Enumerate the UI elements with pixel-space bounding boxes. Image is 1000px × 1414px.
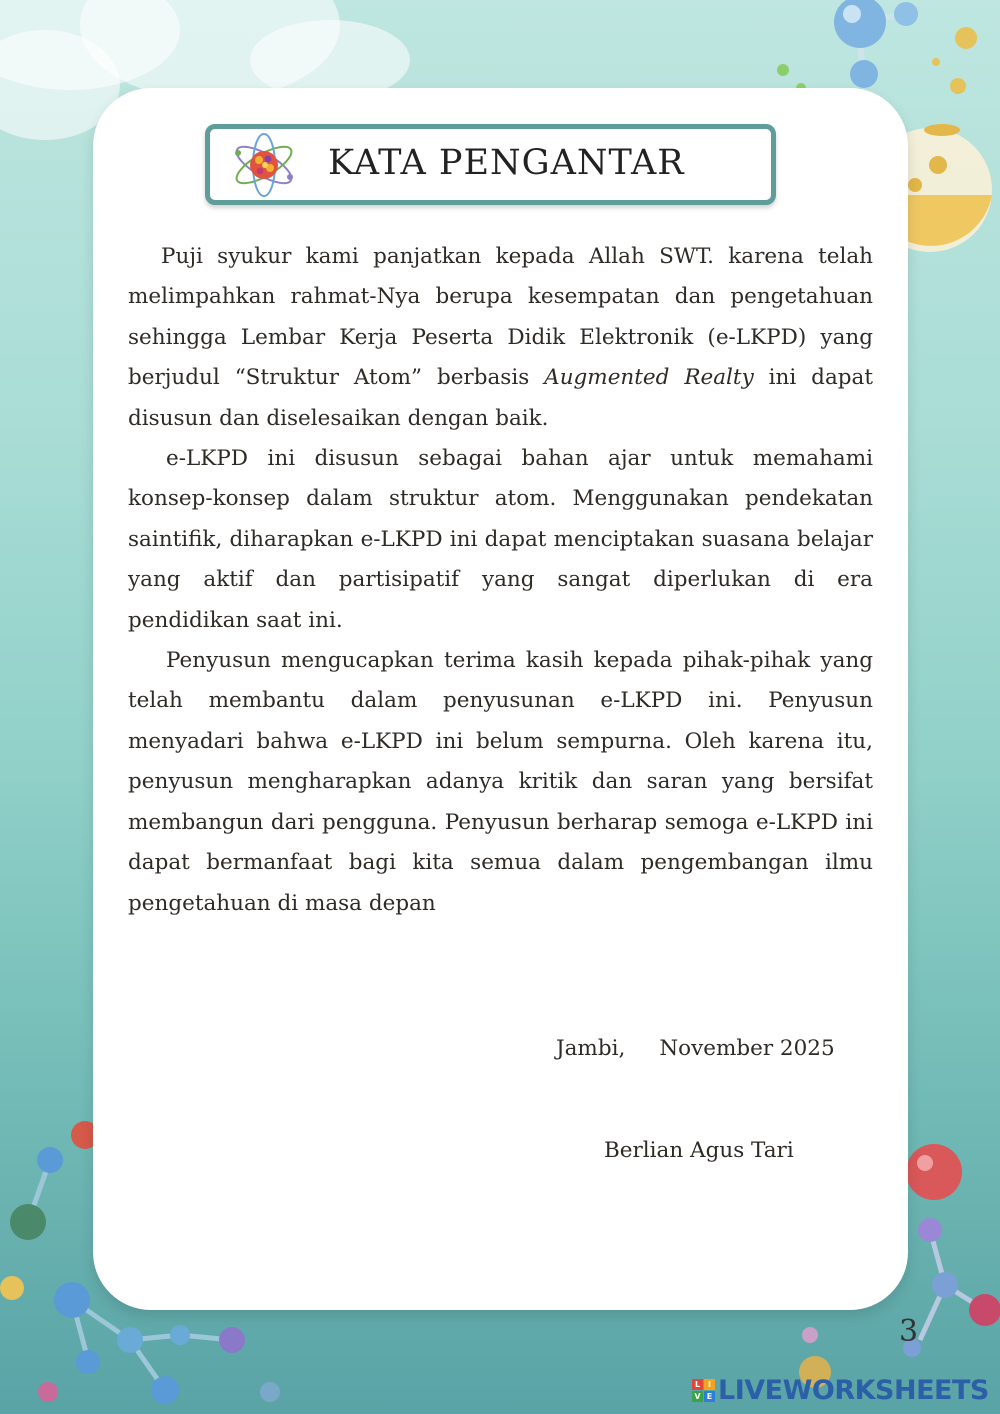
logo-letter: E (704, 1391, 715, 1402)
liveworksheets-logo-icon (692, 1379, 715, 1402)
place-date-line (556, 1036, 835, 1061)
place: Jambi, (556, 1036, 626, 1061)
paragraph-1 (128, 237, 873, 439)
paragraph-1-italic-term: Augmented Realty (544, 365, 754, 391)
paragraph-2: e-LKPD ini disusun sebagai bahan ajar untuk memahami konsep-konsep dalam struktur atom. Menggunakan pendekatan saintifik, diharapkan e-LKPD ini dapat menciptakan suasana belajar yang aktif dan partisipatif yang sangat diperlukan di era pendidikan saat ini. (128, 446, 873, 633)
title-banner (205, 124, 776, 205)
liveworksheets-watermark[interactable] (692, 1373, 989, 1407)
paragraph-1-text: Puji syukur kami panjatkan kepada Allah SWT. karena telah melimpahkan rahmat-Nya berupa kesempatan dan pengetahuan sehingga Lembar Kerja Peserta Didik Elektronik (e-LKPD) yang berjudul “Struktur Atom” berbasis (128, 244, 873, 391)
molecule-decoration-icon (834, 0, 977, 94)
watermark-text: LIVEWORKSHEETS (718, 1374, 989, 1406)
page-number: 3 (899, 1314, 919, 1349)
atom-icon (230, 133, 298, 197)
paragraph-3: Penyusun mengucapkan terima kasih kepada pihak-pihak yang telah membantu dalam penyusunan e-LKPD ini. Penyusun menyadari bahwa e-LKPD ini belum sempurna. Oleh karena itu, penyusun mengharapkan adanya kritik dan saran yang bersifat membangun dari pengguna. Penyusun berharap semoga e-LKPD ini dapat bermanfaat bagi kita semua dalam pengembangan ilmu pengetahuan di masa depan (128, 648, 873, 916)
paragraph-1-text-end: ini dapat disusun dan diselesaikan dengan baik. (128, 365, 873, 431)
foreword-body (128, 237, 873, 924)
logo-letter: V (692, 1391, 703, 1402)
logo-letter: I (704, 1379, 715, 1390)
page-title: KATA PENGANTAR (328, 143, 685, 183)
date: November 2025 (659, 1036, 835, 1061)
logo-letter: L (692, 1379, 703, 1390)
signer-name: Berlian Agus Tari (604, 1138, 794, 1163)
